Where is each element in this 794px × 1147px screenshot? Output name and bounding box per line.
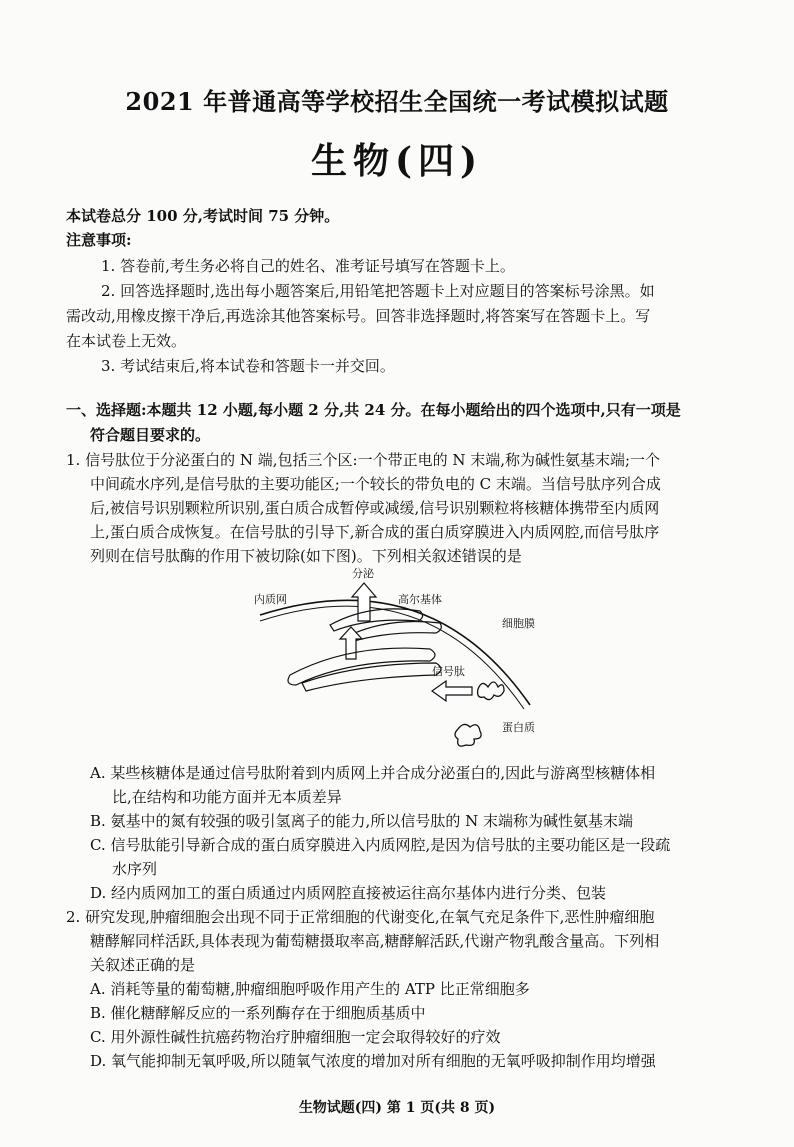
q2-option-line: B. 催化糖酵解反应的一系列酶存在于细胞质基质中 bbox=[90, 1004, 426, 1022]
q1-option-line: D. 经内质网加工的蛋白质通过内质网腔直接被运往高尔基体内进行分类、包装 bbox=[90, 884, 607, 902]
notice-item-3: 3. 考试结束后,将本试卷和答题卡一并交回。 bbox=[101, 357, 395, 375]
notice-heading: 注意事项: bbox=[66, 231, 132, 249]
q1-stem-line: 中间疏水序列,是信号肽的主要功能区;一个较长的带负电的 C 末端。当信号肽序列合成 bbox=[90, 475, 661, 493]
q2-option-line: C. 用外源性碱性抗癌药物治疗肿瘤细胞一定会取得较好的疗效 bbox=[90, 1028, 501, 1046]
golgi-cisterna-shape bbox=[330, 609, 423, 631]
er-cisterna-shape bbox=[288, 648, 435, 685]
cell-membrane-inner-shape bbox=[260, 606, 524, 709]
signal-peptide-shape bbox=[478, 682, 504, 700]
q1-option-line: A. 某些核糖体是通过信号肽附着到内质网上并合成分泌蛋白的,因此与游离型核糖体相 bbox=[90, 764, 656, 782]
section-heading-line-1: 一、选择题:本题共 12 小题,每小题 2 分,共 24 分。在每小题给出的四个选项中,只有一项是 bbox=[66, 401, 681, 419]
label-cell-membrane: 细胞膜 bbox=[502, 617, 535, 630]
section-heading-line-2: 符合题目要求的。 bbox=[90, 426, 211, 444]
page-footer: 生物试题(四) 第 1 页(共 8 页) bbox=[298, 1100, 496, 1116]
label-er: 内质网 bbox=[254, 593, 287, 606]
notice-item-2-line-1: 2. 回答选择题时,选出每小题答案后,用铅笔把答题卡上对应题目的答案标号涂黑。如 bbox=[101, 282, 655, 300]
q1-stem-line: 后,被信号识别颗粒所识别,蛋白质合成暂停或减缓,信号识别颗粒将核糖体携带至内质网 bbox=[90, 499, 660, 517]
q1-stem-line: 1. 信号肽位于分泌蛋白的 N 端,包括三个区:一个带正电的 N 末端,称为碱性氨基末端;一个 bbox=[66, 451, 661, 469]
exam-title: 2021 年普通高等学校招生全国统一考试模拟试题 bbox=[125, 87, 669, 116]
q1-stem-line: 上,蛋白质合成恢复。在信号肽的引导下,新合成的蛋白质穿膜进入内质网腔,而信号肽序 bbox=[90, 523, 660, 541]
er-cisterna-shape bbox=[302, 663, 441, 691]
q1-option-line: 比,在结构和功能方面并无本质差异 bbox=[112, 788, 342, 806]
signal-peptide-figure bbox=[240, 563, 570, 763]
label-secretion: 分泌 bbox=[352, 567, 374, 580]
signal-arrow-icon bbox=[432, 681, 472, 701]
notice-item-1: 1. 答卷前,考生务必将自己的姓名、准考证号填写在答题卡上。 bbox=[101, 257, 515, 275]
q2-stem-line: 关叙述正确的是 bbox=[90, 956, 196, 974]
q2-stem-line: 糖酵解同样活跃,具体表现为葡萄糖摄取率高,糖酵解活跃,代谢产物乳酸含量高。下列相 bbox=[90, 932, 660, 950]
protein-shape bbox=[455, 724, 481, 746]
q2-option-line: A. 消耗等量的葡萄糖,肿瘤细胞呼吸作用产生的 ATP 比正常细胞多 bbox=[90, 980, 530, 998]
subject-title: 生物(四) bbox=[310, 140, 484, 182]
golgi-cisterna-shape bbox=[350, 622, 441, 642]
label-signal-peptide: 信号肽 bbox=[432, 665, 465, 678]
score-line: 本试卷总分 100 分,考试时间 75 分钟。 bbox=[66, 207, 340, 225]
label-golgi: 高尔基体 bbox=[398, 593, 442, 606]
notice-item-2-line-2: 需改动,用橡皮擦干净后,再选涂其他答案标号。回答非选择题时,将答案写在答题卡上。写 bbox=[66, 307, 651, 325]
cell-membrane-shape bbox=[260, 600, 530, 705]
q1-option-line: 水序列 bbox=[112, 860, 158, 878]
label-protein: 蛋白质 bbox=[502, 721, 535, 734]
q2-stem-line: 2. 研究发现,肿瘤细胞会出现不同于正常细胞的代谢变化,在氧气充足条件下,恶性肿瘤细胞 bbox=[66, 908, 655, 926]
q2-option-line: D. 氧气能抑制无氧呼吸,所以随氧气浓度的增加对所有细胞的无氧呼吸抑制作用均增强 bbox=[90, 1052, 656, 1070]
q1-option-line: C. 信号肽能引导新合成的蛋白质穿膜进入内质网腔,是因为信号肽的主要功能区是一段疏 bbox=[90, 836, 671, 854]
q1-option-line: B. 氨基中的氮有较强的吸引氢离子的能力,所以信号肽的 N 末端称为碱性氨基末端 bbox=[90, 812, 633, 830]
signal-peptide-diagram bbox=[240, 563, 570, 763]
q1-stem-line: 列则在信号肽酶的作用下被切除(如下图)。下列相关叙述错误的是 bbox=[90, 547, 522, 565]
notice-item-2-line-3: 在本试卷上无效。 bbox=[66, 332, 187, 350]
